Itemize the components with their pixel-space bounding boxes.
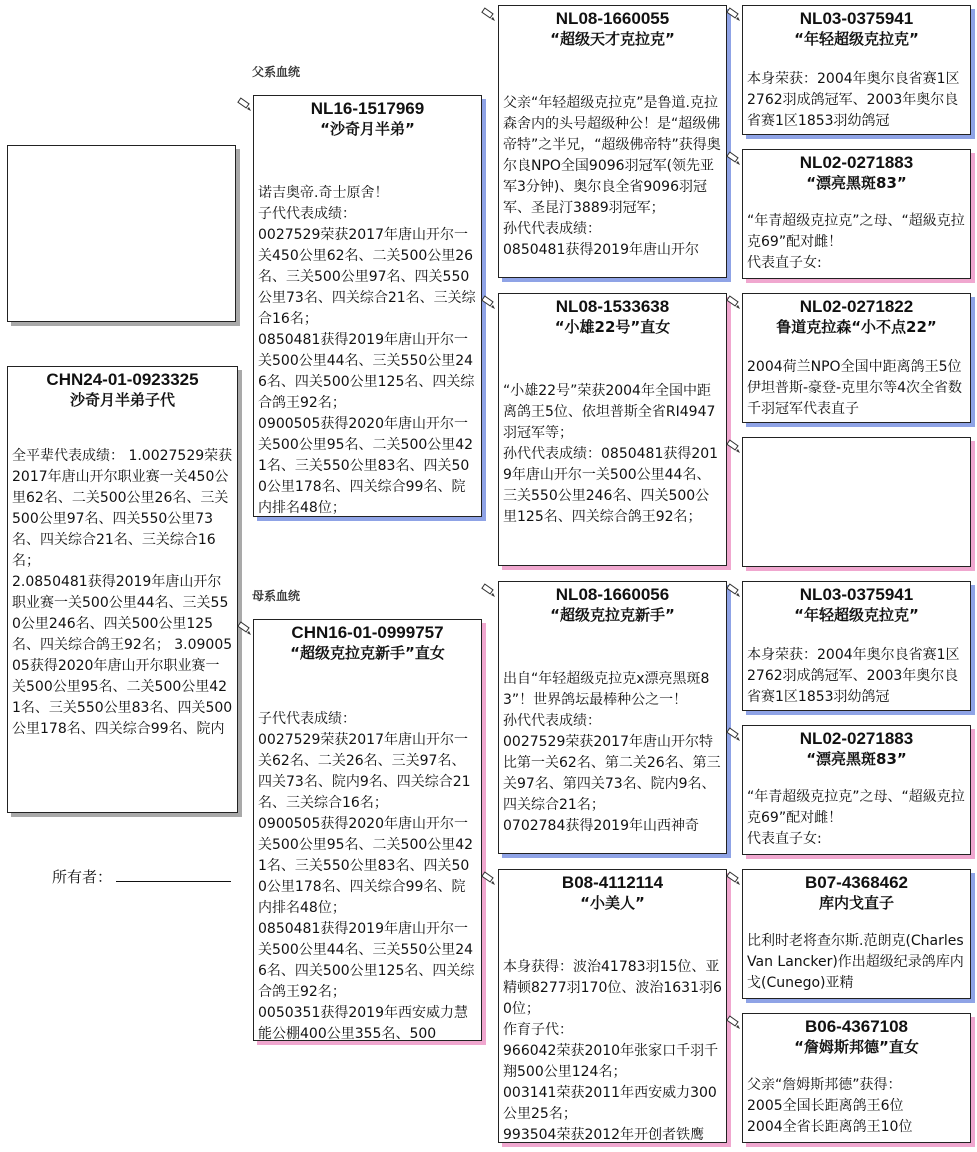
grandparent-name: “超级克拉克新手”	[550, 606, 675, 624]
grandparent-description: 出自“年轻超级克拉克x漂亮黑斑83”！世界鸽坛最棒种公之一！ 孙代代表成绩： 0027529荣获2017年唐山开尔特比第一关62名、第二关26名、第三关97名、第四关73名、院内9名、四关综合21名； 0702784获得2019年山西神奇	[503, 671, 721, 834]
pigeon-photo-frame	[7, 145, 236, 322]
owner-field[interactable]	[52, 866, 231, 887]
edit-pencil-icon[interactable]	[480, 6, 496, 22]
paternal-line-label: 父系血统	[252, 65, 301, 79]
great-grandparent-ring-number: NL03-0375941	[799, 585, 914, 604]
grandparent-ring-number: B08-4112114	[561, 873, 664, 892]
great-grandparent-name: “詹姆斯邦德”直女	[794, 1038, 919, 1056]
great-grandparent-name: “年轻超级克拉克”	[794, 606, 919, 624]
grandparent-ring-number: NL08-1660056	[555, 585, 670, 604]
grandparent-ring-number: NL08-1660055	[555, 9, 670, 28]
sire-card[interactable]	[253, 95, 482, 517]
great-grandparent-ring-number: NL02-0271822	[799, 297, 914, 316]
grandparent-name: “小美人”	[580, 894, 645, 912]
great-grandparent-card-1[interactable]	[742, 5, 971, 135]
great-grandparent-description: 比利时老将查尔斯.范朗克(Charles Van Lancker)作出超级纪录鸽库内戈(Cunego)亚精	[747, 933, 969, 991]
edit-pencil-icon[interactable]	[480, 582, 496, 598]
grandparent-card-sire-dam[interactable]	[498, 293, 727, 566]
great-grandparent-ring-number: NL03-0375941	[799, 9, 914, 28]
great-grandparent-card-7[interactable]	[742, 869, 971, 999]
dam-card[interactable]	[253, 619, 482, 1041]
dam-description: 子代代表成绩： 0027529荣获2017年唐山开尔一关62名、二关26名、三关97名、四关73名、院内9名、四关综合21名、三关综合16名； 0900505获得2020年唐山开尔一关500公里95名、二关500公里421名、三关550公里83名、四关500公里178名、四关综合99名、院内排名48位； 0850481获得2019年唐山开尔一关500公里44名、三关550公里246名、四关500公里125名、四关综合鸽王92名； 0050351获得2019年西安威力慧能公棚400公里355名、500	[258, 711, 475, 1041]
edit-pencil-icon[interactable]	[480, 870, 496, 886]
edit-pencil-icon[interactable]	[480, 294, 496, 310]
edit-pencil-icon[interactable]	[236, 96, 252, 112]
great-grandparent-description: “年青超级克拉克”之母、“超級克拉克69”配对雌！ 代表直子女:	[747, 213, 965, 271]
great-grandparent-ring-number: B06-4367108	[804, 1017, 909, 1036]
owner-label: 所有者：	[52, 868, 113, 886]
sire-name: “沙奇月半弟”	[320, 120, 415, 138]
subject-card[interactable]	[7, 366, 238, 813]
great-grandparent-card-4-empty[interactable]	[742, 437, 971, 567]
grandparent-ring-number: NL08-1533638	[555, 297, 670, 316]
edit-pencil-icon[interactable]	[725, 870, 741, 886]
edit-pencil-icon[interactable]	[725, 6, 741, 22]
great-grandparent-description: 父亲“詹姆斯邦德”获得： 2005全国长距离鸽王6位 2004全省长距离鸽王10位	[747, 1077, 913, 1135]
edit-pencil-icon[interactable]	[725, 294, 741, 310]
owner-line	[116, 869, 231, 882]
great-grandparent-ring-number: NL02-0271883	[799, 153, 914, 172]
great-grandparent-name: “漂亮黑斑83”	[806, 750, 907, 768]
great-grandparent-name: “漂亮黑斑83”	[806, 174, 907, 192]
great-grandparent-description: 本身荣获：2004年奥尔良省赛1区2762羽成鸽冠军、2003年奥尔良省赛1区1853羽幼鸽冠	[747, 647, 960, 705]
great-grandparent-ring-number: B07-4368462	[804, 873, 909, 892]
grandparent-description: 父亲“年轻超级克拉克”是鲁道.克拉森舍内的头号超级种公！是“超级佛帝特”之半兄，“超级佛帝特”获得奥尔良NPO全国9096羽冠军(领先亚军3分钟)、奥尔良全省9096羽冠军、圣昆汀3889羽冠军； 孙代代表成绩： 0850481获得2019年唐山开尔	[503, 95, 721, 258]
great-grandparent-card-5[interactable]	[742, 581, 971, 711]
edit-pencil-icon[interactable]	[236, 620, 252, 636]
great-grandparent-name: 库内戈直子	[818, 894, 894, 912]
great-grandparent-name: 鲁道克拉森“小不点22”	[776, 318, 937, 336]
dam-name: “超级克拉克新手”直女	[290, 644, 445, 662]
sire-description: 诺吉奥帝.奇士原舍！ 子代代表成绩： 0027529荣获2017年唐山开尔一关450公里62名、二关500公里26名、三关500公里97名、四关550公里73名、四关综合21名、三关综合16名； 0850481获得2019年唐山开尔一关500公里44名、三关550公里246名、四关500公里125名、四关综合鸽王92名； 0900505获得2020年唐山开尔一关500公里95名、二关500公里421名、三关550公里83名、四关500公里178名、四关综合99名、院内排名48位；	[258, 185, 476, 516]
great-grandparent-card-8[interactable]	[742, 1013, 971, 1143]
grandparent-name: “小雄22号”直女	[554, 318, 671, 336]
great-grandparent-card-2[interactable]	[742, 149, 971, 279]
grandparent-description: 本身获得：波治41783羽15位、亚精顿8277羽170位、波治1631羽60位； 作育子代： 966042荣获2010年张家口千羽千翔500公里124名； 003141荣获2011年西安威力300公里25名； 993504荣获2012年开创者铁鹰	[503, 959, 722, 1143]
great-grandparent-description: 本身荣获：2004年奥尔良省赛1区2762羽成鸽冠军、2003年奥尔良省赛1区1853羽幼鸽冠	[747, 71, 960, 129]
dam-ring-number: CHN16-01-0999757	[291, 623, 444, 642]
great-grandparent-description: “年青超级克拉克”之母、“超級克拉克69”配对雌！ 代表直子女:	[747, 789, 965, 847]
subject-description: 全平辈代表成绩： 1.0027529荣获2017年唐山开尔职业赛一关450公里62名、二关500公里26名、三关500公里97名、四关550公里73名、四关综合21名、三关综合16名； 2.0850481获得2019年唐山开尔职业赛一关500公里44名、三关550公里246名、四关500公里125名、四关综合鸽王92名； 3.0900505获得2020年唐山开尔职业赛一关500公里95名、二关500公里421名、三关550公里83名、四关500公里178名、四关综合99名、院内	[12, 448, 233, 737]
sire-ring-number: NL16-1517969	[310, 99, 425, 118]
great-grandparent-name: “年轻超级克拉克”	[794, 30, 919, 48]
grandparent-card-sire-sire[interactable]	[498, 5, 727, 278]
grandparent-name: “超级天才克拉克”	[550, 30, 675, 48]
great-grandparent-card-6[interactable]	[742, 725, 971, 855]
edit-pencil-icon[interactable]	[725, 582, 741, 598]
grandparent-card-dam-sire[interactable]	[498, 581, 727, 854]
subject-name: 沙奇月半弟子代	[69, 391, 175, 409]
edit-pencil-icon[interactable]	[725, 726, 741, 742]
maternal-line-label: 母系血统	[252, 589, 301, 603]
great-grandparent-ring-number: NL02-0271883	[799, 729, 914, 748]
grandparent-description: “小雄22号”荣获2004年全国中距离鸽王5位、依坦普斯全省RI4947羽冠军等； 孙代代表成绩：0850481获得2019年唐山开尔一关500公里44名、三关550公里246名、四关500公里125名、四关综合鸽王92名；	[503, 383, 719, 525]
edit-pencil-icon[interactable]	[725, 438, 741, 454]
grandparent-card-dam-dam[interactable]	[498, 869, 727, 1143]
great-grandparent-card-3[interactable]	[742, 293, 971, 423]
edit-pencil-icon[interactable]	[725, 1014, 741, 1030]
subject-ring-number: CHN24-01-0923325	[46, 370, 199, 389]
edit-pencil-icon[interactable]	[725, 150, 741, 166]
great-grandparent-description: 2004荷兰NPO全国中距离鸽王5位伊坦普斯-豪登-克里尔等4次全省数千羽冠军代表直子	[747, 359, 963, 417]
